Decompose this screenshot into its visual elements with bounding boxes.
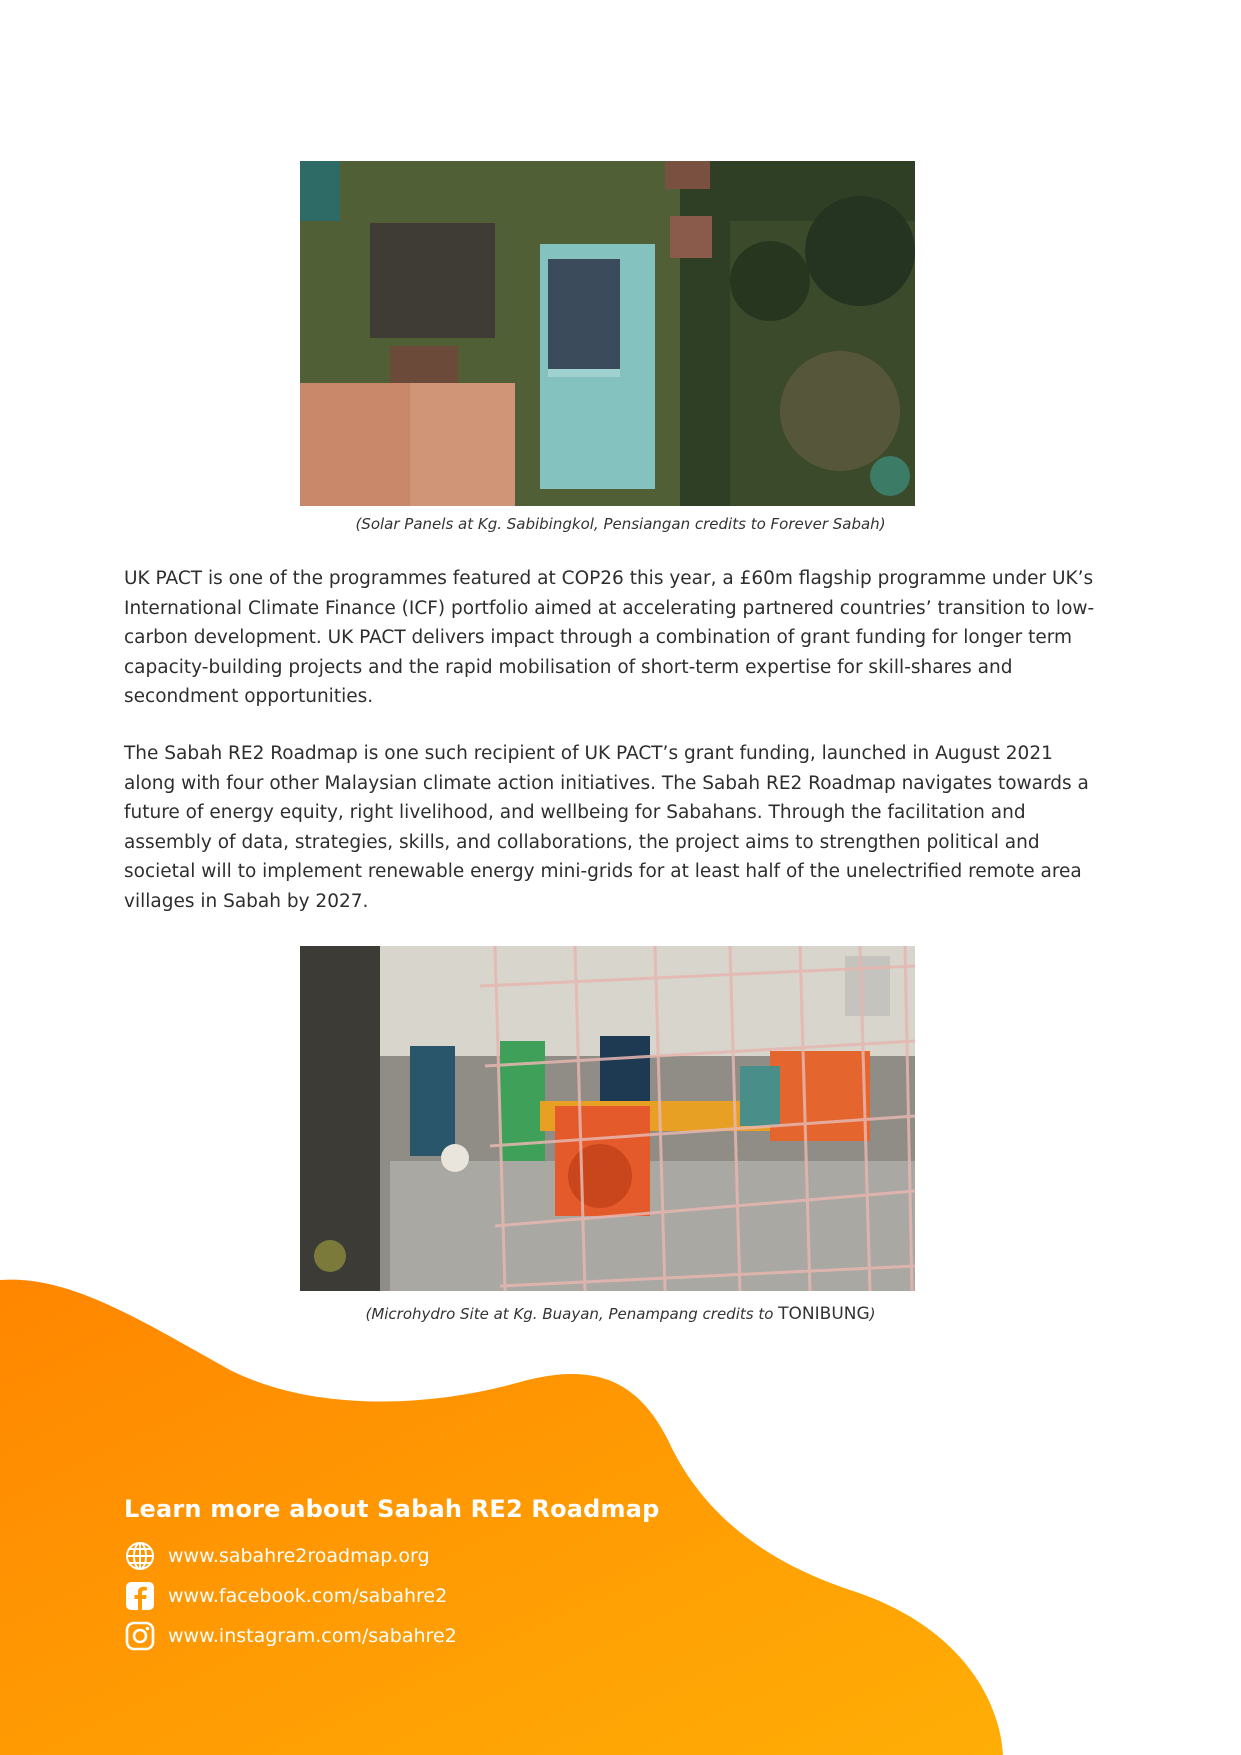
aerial-solar-photo	[300, 161, 915, 506]
facebook-icon	[124, 1580, 156, 1612]
caption-prefix: (Microhydro Site at Kg. Buayan, Penampang credits to	[365, 1305, 779, 1323]
body-paragraph-uk-pact: UK PACT is one of the programmes featured at COP26 this year, a £60m flagship programme under UK’s International Climate Finance (ICF) portfolio aimed at accelerating partnered countries’ transition to low-carbon development. UK PACT delivers impact through a combination of grant funding for longer term capacity-building projects and the rapid mobilisation of short-term expertise for skill-shares and secondment opportunities.	[124, 568, 1095, 707]
caption-suffix: )	[869, 1305, 876, 1323]
microhydro-photo	[300, 946, 915, 1291]
learn-more-section	[124, 1495, 660, 1657]
instagram-link-text: www.instagram.com/sabahre2	[168, 1625, 457, 1647]
body-paragraph-sabah-re2: The Sabah RE2 Roadmap is one such recipient of UK PACT’s grant funding, launched in August 2021 along with four other Malaysian climate action initiatives. The Sabah RE2 Roadmap navigates towards a future of energy equity, right livelihood, and wellbeing for Sabahans. Through the facilitation and assembly of data, strategies, skills, and collaborations, the project aims to strengthen political and societal will to implement renewable energy mini-grids for at least half of the unelectrified remote area villages in Sabah by 2027.	[124, 743, 1089, 912]
facebook-link[interactable]	[124, 1577, 660, 1615]
caption-credit: TONIBUNG	[778, 1304, 870, 1324]
website-link[interactable]	[124, 1537, 660, 1575]
globe-icon	[124, 1540, 156, 1572]
photo-caption-solar: (Solar Panels at Kg. Sabibingkol, Pensiangan credits to Forever Sabah)	[355, 515, 886, 533]
photo-caption-microhydro	[0, 1304, 1241, 1324]
instagram-link[interactable]	[124, 1617, 660, 1655]
instagram-icon	[124, 1620, 156, 1652]
website-link-text: www.sabahre2roadmap.org	[168, 1545, 430, 1567]
facebook-link-text: www.facebook.com/sabahre2	[168, 1585, 448, 1607]
learn-more-title: Learn more about Sabah RE2 Roadmap	[124, 1495, 660, 1523]
